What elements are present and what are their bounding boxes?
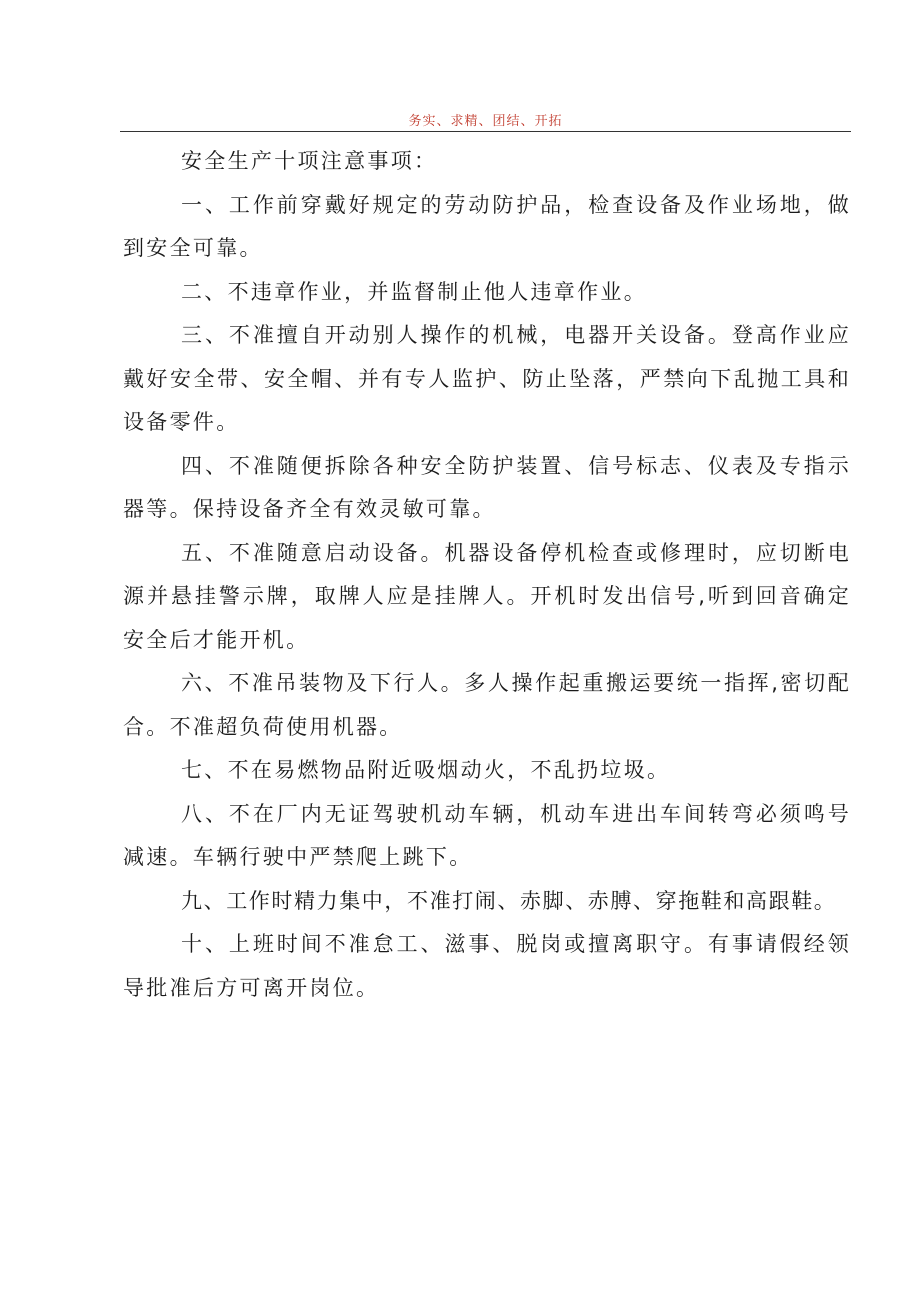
rule-item-6: 六、不准吊装物及下行人。多人操作起重搬运要统一指挥,密切配合。不准超负荷使用机器。 (123, 671, 851, 739)
page-header (120, 109, 851, 132)
rule-item-2: 二、不违章作业，并监督制止他人违章作业。 (181, 279, 647, 304)
rule-item-4: 四、不准随便拆除各种安全防护装置、信号标志、仪表及专指示器等。保持设备齐全有效灵敏可靠。 (123, 453, 851, 521)
rule-item-5: 五、不准随意启动设备。机器设备停机检查或修理时，应切断电源并悬挂警示牌，取牌人应是挂牌人。开机时发出信号,听到回音确定安全后才能开机。 (123, 540, 851, 652)
rule-item-8: 八、不在厂内无证驾驶机动车辆，机动车进出车间转弯必须鸣号减速。车辆行驶中严禁爬上跳下。 (123, 801, 851, 869)
rule-item-7: 七、不在易燃物品附近吸烟动火，不乱扔垃圾。 (181, 758, 671, 782)
document-title: 安全生产十项注意事项： (181, 149, 438, 173)
rule-item-9: 九、工作时精力集中，不准打闹、赤脚、赤膊、穿拖鞋和高跟鞋。 (181, 888, 837, 913)
rule-item-3: 三、不准擅自开动别人操作的机械，电器开关设备。登高作业应戴好安全带、安全帽、并有专人监护、防止坠落，严禁向下乱抛工具和设备零件。 (123, 323, 851, 434)
rule-item-1: 一、工作前穿戴好规定的劳动防护品，检查设备及作业场地，做到安全可靠。 (123, 192, 851, 260)
document-body (123, 140, 851, 1010)
rule-item-10: 十、上班时间不准怠工、滋事、脱岗或擅离职守。有事请假经领导批准后方可离开岗位。 (123, 932, 851, 1000)
header-motto: 务实、求精、团结、开拓 (408, 114, 563, 129)
